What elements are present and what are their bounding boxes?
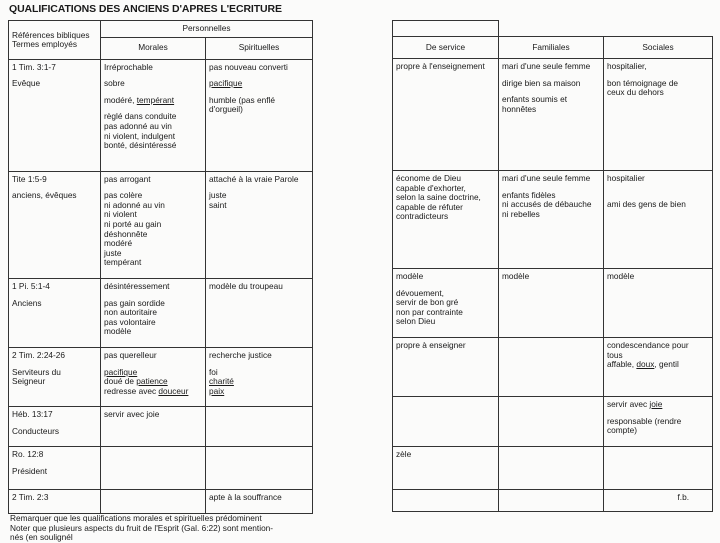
underlined-text: tempérant [136,94,175,105]
underlined-text: pacifique [209,78,243,89]
text: modèle du troupeau [209,280,283,291]
morales-cell [101,347,206,406]
cell-item [502,191,600,220]
text: redresse avec [104,385,157,396]
cell-item [607,272,709,282]
spirituelles-cell [206,171,313,278]
cell-item [104,79,202,89]
reference: 1 Tim. 3:1-7 [12,61,56,72]
morales-cell [101,490,206,514]
table-row [9,278,313,347]
morales-cell [101,171,206,278]
notes: Remarquer que les qualifications morales et spirituelles prédominent Noter que plusieurs aspects du fruit de l'Esprit (Gal. 6:22) sont mention- nés (en soulignél [10,513,274,543]
cell-item [209,191,309,210]
term: Evêque [12,78,41,89]
text: Irréprochable [104,61,153,72]
service-cell [393,396,499,446]
table-row [393,269,713,338]
table-row [9,447,313,490]
text: pas arrogant [104,173,151,184]
term: Serviteurs du Seigneur [12,366,61,387]
morales-cell [101,59,206,171]
text: mari d'une seule femme [502,173,591,183]
cell-item [209,368,309,397]
text: mari d'une seule femme [502,61,591,71]
header-personnelles: Personnelles [101,21,313,38]
spirituelles-cell [206,347,313,406]
text: modéré, [104,94,137,105]
cell-item [209,79,309,89]
cell-item [104,96,202,106]
familiales-cell [499,171,604,269]
cell-item [502,174,600,184]
familiales-cell [499,269,604,338]
service-cell [393,489,499,511]
cell-item [104,299,202,337]
cell-item [396,62,495,72]
cell-item [396,289,495,327]
text: humble (pas enflé d'orgueil) [209,94,275,115]
text: attaché à la vraie Parole [209,173,299,184]
text: sobre [104,78,125,89]
text: enfants fidèles ni accusés de débauche ni rebelles [502,189,592,219]
table-row [393,171,713,269]
signature: f.b. [677,491,689,502]
term: Anciens [12,297,42,308]
text: servir avec [607,398,650,409]
text: désintéressement [104,280,170,291]
cell-item [607,62,709,72]
text: foi [209,366,218,377]
reference-cell [9,278,101,347]
cell-item [209,96,309,115]
cell-item [209,282,309,292]
text: dévouement, servir de bon gré non par contrainte selon Dieu [396,287,463,327]
text: recherche justice [209,349,272,360]
spirituelles-cell [206,447,313,490]
service-cell [393,171,499,269]
spirituelles-cell [206,490,313,514]
underlined-text: paix [209,385,225,396]
text: ami des gens de bien [607,199,686,210]
service-cell [393,269,499,338]
cell-item [607,341,709,370]
text: dirige bien sa maison [502,77,581,88]
table-row [9,407,313,447]
text: modèle [396,271,424,281]
reference: Héb. 13:17 [12,409,53,420]
text: juste saint [209,190,227,210]
reference: Ro. 12:8 [12,449,44,460]
cell-item [209,493,309,503]
sociales-cell [604,337,713,396]
service-cell [393,337,499,396]
text: enfants soumis et honnêtes [502,94,568,114]
reference-cell [9,347,101,406]
cell-item [396,341,495,351]
table-row [393,337,713,396]
reference: 2 Tim. 2:3 [12,492,49,503]
spirituelles-cell [206,278,313,347]
text: pas nouveau converti [209,61,288,72]
header-spirituelles: Spirituelles [206,37,313,59]
morales-cell [101,278,206,347]
header-sociales: Sociales [604,37,713,59]
familiales-cell [499,396,604,446]
cell-item [607,417,709,436]
table-row [9,171,313,278]
cell-item [104,410,202,420]
spirituelles-cell [206,59,313,171]
cell-item [502,95,600,114]
cell-item [502,62,600,72]
underlined-text: charité [209,376,234,387]
underlined-text: joie [649,398,663,409]
service-cell [393,446,499,489]
familiales-cell [499,446,604,489]
table-row [9,490,313,514]
text: propre à enseigner [396,339,466,350]
sociales-cell [604,446,713,489]
text: bon témoignage de ceux du dehors [607,77,679,98]
spirituelles-cell [206,407,313,447]
cell-item [209,175,309,185]
sociales-cell [604,489,713,511]
text: hospitalier, [607,61,647,71]
cell-item [396,174,495,222]
text: propre à l'enseignement [396,61,485,71]
table-row [393,446,713,489]
text: , gentil [654,359,679,370]
underlined-text: doux [636,359,655,370]
cell-item [104,351,202,361]
header-refs: Références bibliques Termes employés [9,21,101,60]
text: modèle [502,271,530,281]
text: modèle [607,271,635,281]
cell-item [607,191,709,210]
cell-item [104,282,202,292]
morales-cell [101,407,206,447]
cell-item [607,174,709,184]
page-title: QUALIFICATIONS DES ANCIENS D'APRES L'ECRITURE [9,3,282,15]
familiales-cell [499,59,604,171]
cell-item [502,79,600,89]
sociales-cell [604,59,713,171]
cell-item [104,368,202,397]
table-row [393,59,713,171]
text: hospitalier [607,173,645,183]
reference-cell [9,407,101,447]
text: servir avec joie [104,409,160,420]
header-familiales: Familiales [499,37,604,59]
reference-cell [9,447,101,490]
term: Président [12,466,48,477]
text: règlé dans conduite pas adonné au vin ni violent, indulgent bonté, désintéressé [104,111,177,151]
table-row [9,59,313,171]
right-table [392,20,713,512]
sociales-cell [604,269,713,338]
cell-item [209,63,309,73]
text: condescendance pour tous affable, [607,339,689,370]
reference: 1 Pi. 5:1-4 [12,280,50,291]
reference-cell [9,59,101,171]
reference-cell [9,490,101,514]
underlined-text: douceur [158,385,189,396]
cell-item [607,79,709,98]
text: zèle [396,448,412,459]
text: apte à la souffrance [209,492,282,503]
header-service: De service [393,37,499,59]
text: économe de Dieu capable d'exhorter, selon la saine doctrine, capable de réfuter contradicteurs [396,173,481,222]
term: Conducteurs [12,425,60,436]
familiales-cell [499,489,604,511]
term: anciens, évêques [12,190,77,201]
cell-item [209,351,309,361]
sociales-cell [604,396,713,446]
text: pas gain sordide non autoritaire pas volontaire modèle [104,297,165,337]
left-table [8,20,313,514]
cell-item [502,272,600,282]
underlined-text: patience [136,376,168,387]
table-row [393,396,713,446]
service-cell [393,59,499,171]
cell-item [104,191,202,268]
cell-item [396,272,495,282]
table-row [393,489,713,511]
header-morales: Morales [101,37,206,59]
text: pas colère ni adonné au vin ni violent ni porté au gain déshonnête modéré juste tempérant [104,190,165,268]
reference: Tite 1:5-9 [12,173,47,184]
cell-item [104,63,202,73]
reference-cell [9,171,101,278]
text: doué de [104,376,134,387]
cell-item [104,175,202,185]
underlined-text: pacifique [104,366,138,377]
morales-cell [101,447,206,490]
table-row [9,347,313,406]
cell-item [607,400,709,410]
sociales-cell [604,171,713,269]
reference: 2 Tim. 2:24-26 [12,349,66,360]
text: responsable (rendre compte) [607,415,682,436]
cell-item [104,112,202,150]
text: pas querelleur [104,349,157,360]
cell-item [396,450,495,460]
familiales-cell [499,337,604,396]
